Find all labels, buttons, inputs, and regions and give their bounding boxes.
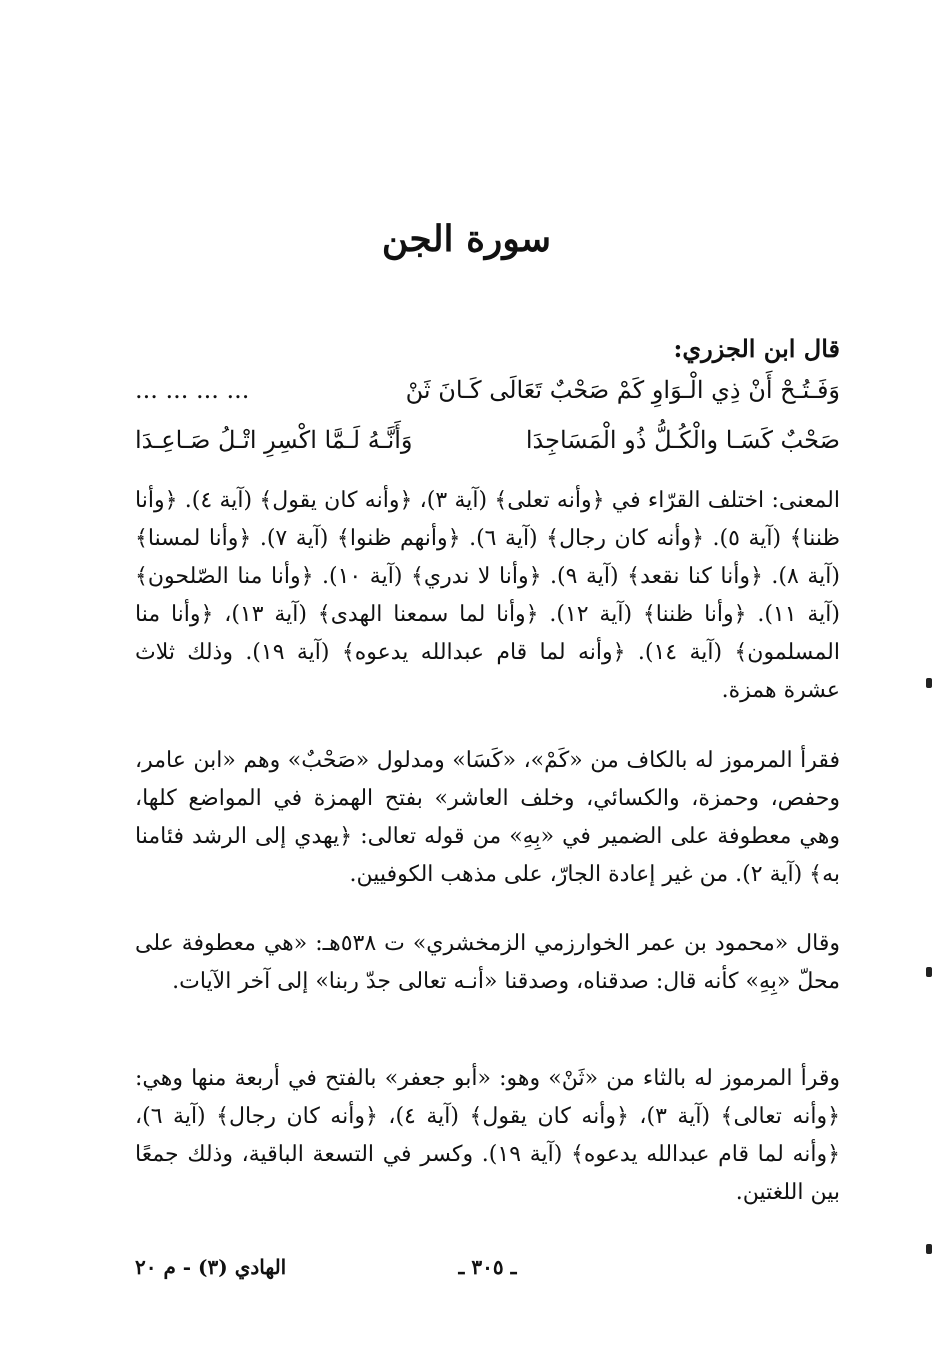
paragraph-zamakhshari: وقال «محمود بن عمر الخوارزمي الزمخشري» ت ٥٣٨هـ: «هي معطوفة على محلّ «بِهِ» كأنه قال: صدقناه، وصدقنا «أنـه تعالى جدّ ربنا» إلى آخر الآيات. [135,931,840,994]
poem-verse [135,365,840,465]
scan-mark [926,967,932,977]
verse-line-2-left: وَأَنَّـهُ لَـمَّا اكْسِرِ اتْـلُ صَـاعِـدَا [135,426,413,454]
verse-line-1-left: ... ... ... ... [135,376,250,404]
surah-title: سورة الجن [381,218,552,260]
verse-line-2-right: صَحْبٌ كَسَـا والْكُـلُّ ذُو الْمَسَاجِدَا [525,426,840,454]
verse-line-1 [135,365,840,415]
scan-mark [926,678,932,688]
footer-source: الهادي (٣) - م ٢٠ [135,1255,287,1279]
verse-line-1-right: وَفَـتُـحْ أَنْ ذِي الْـوَاوِ كَمْ صَحْبٌ تَعَالَى كَـانَ ثَنْ [405,376,840,404]
paragraph-abu-jafar: وقرأ المرموز له بالثاء من «ثَنْ» وهو: «أبو جعفر» بالفتح في أربعة منها وهي: ﴿وأنه تعالى﴾ (آية ٣)، ﴿وأنه كان يقول﴾ (آية ٤)، ﴿وأنه كان رجال﴾ (آية ٦)، ﴿وأنه لما قام عبدالله يدعوه﴾ (آية ١٩). وكسر في التسعة الباقية، وذلك جمعًا بين اللغتين. [135,1066,841,1205]
paragraph-meaning: المعنى: اختلف القرّاء في ﴿وأنه تعلى﴾ (آية ٣)، ﴿وأنه كان يقول﴾ (آية ٤). ﴿وأنا ظننا﴾ (آية ٥). ﴿وأنه كان رجال﴾ (آية ٦). ﴿وأنهم ظنوا﴾ (آية ٧). ﴿وأنا لمسنا﴾ (آية ٨). ﴿وأنا كنا نقعد﴾ (آية ٩). ﴿وأنا لا ندري﴾ (آية ١٠). ﴿وأنا منا الصّلحون﴾ (آية ١١). ﴿وأنا ظننا﴾ (آية ١٢). ﴿وأنا لما سمعنا الهدى﴾ (آية ١٣)، ﴿وأنا منا المسلمون﴾ (آية ١٤). ﴿وأنه لما قام عبدالله يدعوه﴾ (آية ١٩). وذلك ثلاث عشرة همزة. [135,488,840,703]
scan-mark [926,1244,932,1254]
page-number: ـ ٣٠٥ ـ [458,1255,517,1279]
intro-heading: قال ابن الجزري: [673,334,840,363]
verse-line-2 [135,415,840,465]
paragraph-kufan-reading: فقرأ المرموز له بالكاف من «كَمْ»، «كَسَا» ومدلول «صَحْبٌ» وهم «ابن عامر، وحفص، وحمزة، والكسائي، وخلف العاشر» بفتح الهمزة في المواضع كلها، وهي معطوفة على الضمير في «بِهِ» من قوله تعالى: ﴿يهدي إلى الرشد فئامنا به﴾ (آية ٢). من غير إعادة الجارّ، على مذهب الكوفيين. [135,748,840,887]
